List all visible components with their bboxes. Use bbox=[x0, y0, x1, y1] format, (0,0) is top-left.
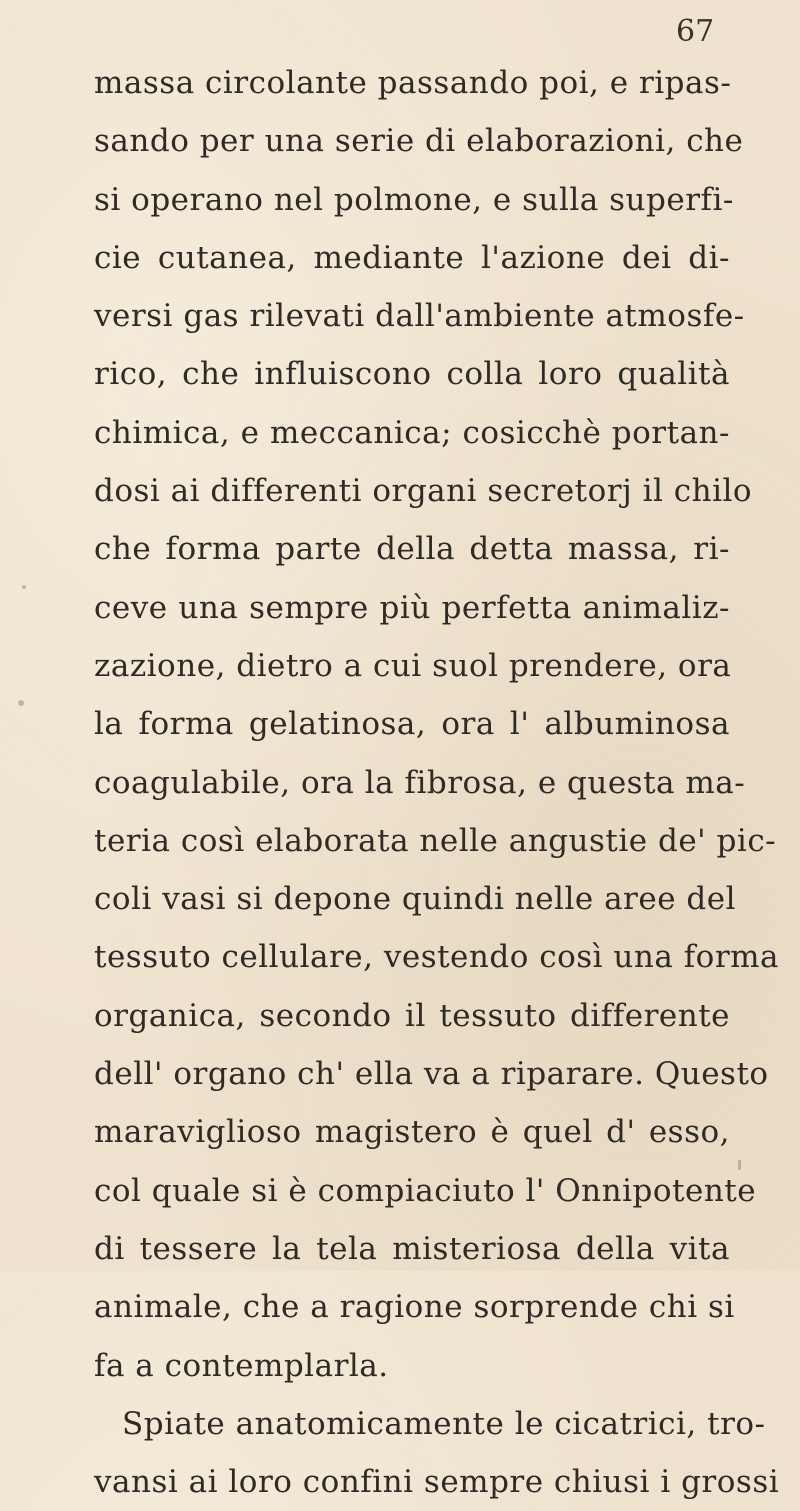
paper-speck bbox=[22, 585, 26, 589]
text-line: teria così elaborata nelle angustie de' pic- bbox=[94, 822, 777, 859]
text-line: cie cutanea, mediante l'azione dei di- bbox=[94, 239, 730, 276]
text-line: organica, secondo il tessuto differente bbox=[94, 997, 730, 1034]
text-line: massa circolante passando poi, e ripas- bbox=[94, 65, 732, 101]
text-line: vansi ai loro confini sempre chiusi i grossi bbox=[94, 1464, 780, 1501]
text-line: coli vasi si depone quindi nelle aree del bbox=[94, 881, 737, 918]
text-line: animale, che a ragione sorprende chi si bbox=[94, 1289, 735, 1326]
paper-speck bbox=[18, 700, 24, 706]
text-line: tessuto cellulare, vestendo così una forma bbox=[94, 939, 780, 976]
text-line: versi gas rilevati dall'ambiente atmosfe- bbox=[94, 298, 745, 335]
text-line: dell' organo ch' ella va a riparare. Questo bbox=[94, 1056, 769, 1093]
text-line: dosi ai differenti organi secretorj il chilo bbox=[94, 473, 753, 510]
text-line: che forma parte della detta massa, ri- bbox=[94, 531, 730, 568]
text-line: si operano nel polmone, e sulla superfi- bbox=[94, 181, 734, 218]
text-line: di tessere la tela misteriosa della vita bbox=[94, 1230, 730, 1267]
paragraph-end-line: fa a contemplarla. bbox=[94, 1347, 389, 1384]
text-line: zazione, dietro a cui suol prendere, ora bbox=[94, 647, 732, 684]
paper-speck bbox=[738, 1160, 741, 1170]
text-line: coagulabile, ora la fibrosa, e questa ma- bbox=[94, 764, 746, 801]
text-line: chimica, e meccanica; cosicchè portan- bbox=[94, 414, 730, 451]
body-text bbox=[94, 54, 780, 1511]
text-line: rico, che influiscono colla loro qualità bbox=[94, 356, 730, 393]
paragraph-start-line: Spiate anatomicamente le cicatrici, tro- bbox=[122, 1405, 766, 1442]
text-line: maraviglioso magistero è quel d' esso, bbox=[94, 1114, 730, 1151]
text-line: sando per una serie di elaborazioni, che bbox=[94, 123, 744, 160]
text-line: col quale si è compiaciuto l' Onnipotente bbox=[94, 1172, 757, 1209]
page-number: 67 bbox=[676, 14, 715, 49]
text-line: la forma gelatinosa, ora l' albuminosa bbox=[94, 706, 730, 743]
text-line: ceve una sempre più perfetta animaliz- bbox=[94, 589, 730, 626]
